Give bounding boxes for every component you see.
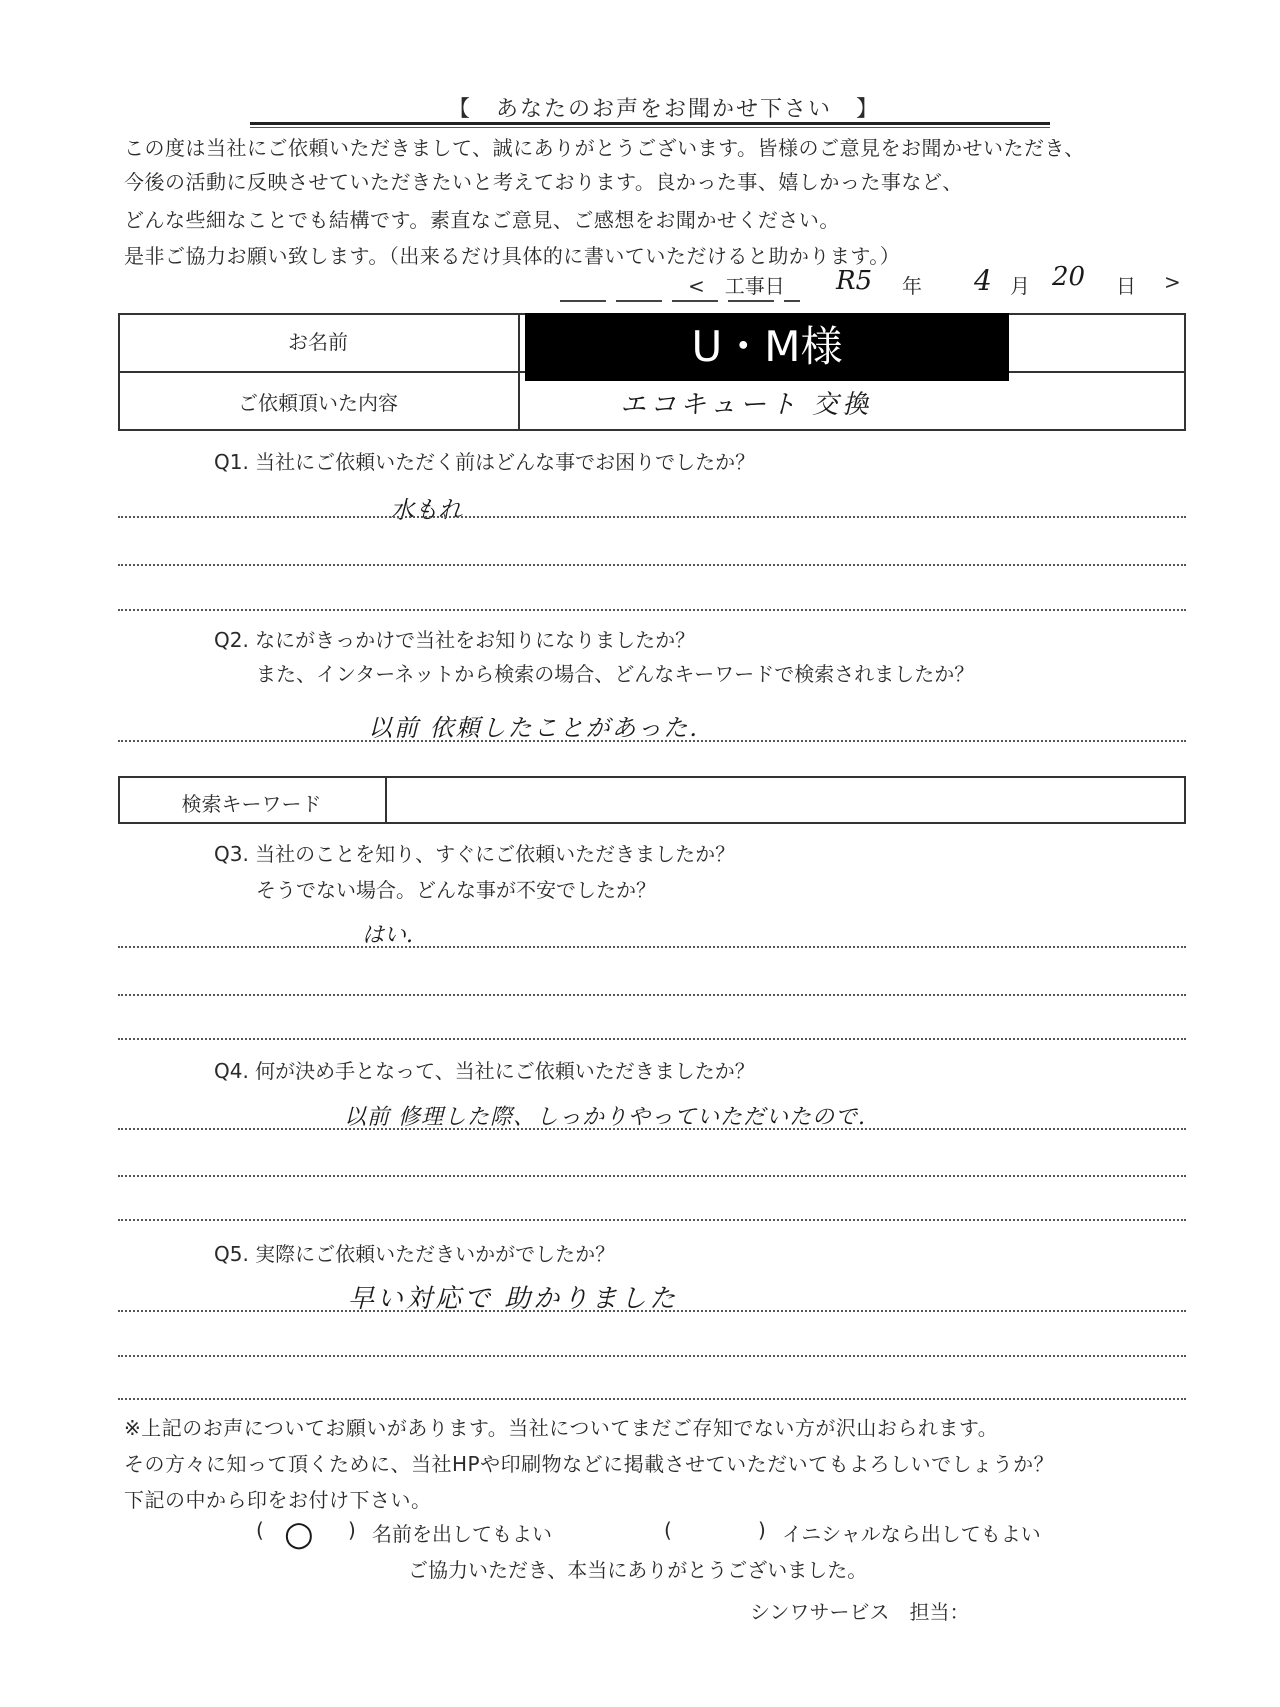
title-underline-thin — [250, 127, 1050, 128]
answer-line — [118, 564, 1186, 566]
company-staff: シンワサービス 担当： — [750, 1600, 970, 1624]
answer-line — [118, 994, 1186, 996]
option1-paren-open: ( — [256, 1518, 264, 1542]
thanks-text: ご協力いただき、本当にありがとうございました。 — [408, 1558, 868, 1582]
option2-label: イニシャルなら出してもよい — [782, 1522, 1041, 1546]
answer-line — [118, 516, 1186, 518]
option2-paren-open: ( — [664, 1518, 672, 1542]
name-label: お名前 — [288, 330, 348, 354]
intro-line-3: どんな些細なことでも結構です。素直なご意見、ご感想をお聞かせください。 — [124, 208, 840, 232]
intro-line-2: 今後の活動に反映させていただきたいと考えております。良かった事、嬉しかった事など、 — [124, 170, 963, 194]
answer-line — [118, 1128, 1186, 1130]
answer-line — [118, 1398, 1186, 1400]
option1-mark[interactable]: ○ — [284, 1514, 314, 1554]
q5-answer: 早い対応で 助かりました — [348, 1284, 679, 1314]
title-underline — [250, 122, 1050, 125]
footer-line-3: 下記の中から印をお付け下さい。 — [124, 1488, 432, 1512]
date-day: 20 — [1052, 262, 1086, 292]
footer-line-2: その方々に知って頂くために、当社HPや印刷物などに掲載させていただいてもよろしいでしょうか？ — [124, 1452, 1055, 1476]
option1-paren-close: ) — [348, 1518, 356, 1542]
option2-paren-close: ) — [758, 1518, 766, 1542]
intro-line-4: 是非ご協力お願い致します。（出来るだけ具体的に書いていただけると助かります。） — [124, 244, 901, 268]
date-month: 4 — [974, 264, 992, 297]
date-underline — [560, 300, 800, 302]
option1-label: 名前を出してもよい — [372, 1522, 552, 1546]
date-day-label: 日 — [1116, 274, 1136, 298]
q3-text: Q3. 当社のことを知り、すぐにご依頼いただきましたか？ — [214, 842, 736, 866]
date-year-label: 年 — [902, 274, 922, 298]
answer-line — [118, 609, 1186, 611]
answer-line — [118, 1219, 1186, 1221]
page-title: 【 あなたのお声をお聞かせ下さい 】 — [448, 97, 881, 122]
answer-line — [118, 740, 1186, 742]
answer-line — [118, 1038, 1186, 1040]
q2-text: Q2. なにがきっかけで当社をお知りになりましたか？ — [214, 628, 696, 652]
date-era: R5 — [836, 266, 873, 296]
customer-name: U・M様 — [691, 322, 843, 371]
q4-text: Q4. 何が決め手となって、当社にご依頼いただきましたか？ — [214, 1059, 755, 1083]
request-value: エコキュート 交換 — [620, 390, 873, 420]
answer-line — [118, 1310, 1186, 1312]
q1-answer: 水もれ — [390, 496, 462, 524]
q3-text-2: そうでない場合。どんな事が不安でしたか？ — [256, 878, 656, 902]
answer-line — [118, 1355, 1186, 1357]
intro-line-1: この度は当社にご依頼いただきまして、誠にありがとうございます。皆様のご意見をお聞かせいただき、 — [124, 136, 1085, 160]
q1-text: Q1. 当社にご依頼いただく前はどんな事でお困りでしたか？ — [214, 450, 756, 474]
keyword-label: 検索キーワード — [181, 792, 322, 816]
q2-text-2: また、インターネットから検索の場合、どんなキーワードで検索されましたか？ — [256, 662, 975, 686]
q5-text: Q5. 実際にご依頼いただきいかがでしたか？ — [214, 1242, 616, 1266]
request-label: ご依頼頂いた内容 — [238, 391, 398, 415]
keyword-table-divider — [385, 776, 387, 824]
q3-answer: はい. — [362, 923, 413, 948]
q2-answer: 以前 依頼したことがあった. — [368, 714, 700, 742]
answer-line — [118, 1175, 1186, 1177]
q4-answer: 以前 修理した際、しっかりやっていただいたので. — [344, 1105, 866, 1130]
info-table-column-divider — [518, 313, 520, 431]
footer-line-1: ※上記のお声についてお願いがあります。当社についてまだご存知でない方が沢山おられます。 — [124, 1416, 999, 1440]
date-close-label: > — [1164, 270, 1181, 294]
date-month-label: 月 — [1010, 274, 1030, 298]
date-open-label: < 工事日 — [688, 274, 785, 298]
answer-line — [118, 946, 1186, 948]
